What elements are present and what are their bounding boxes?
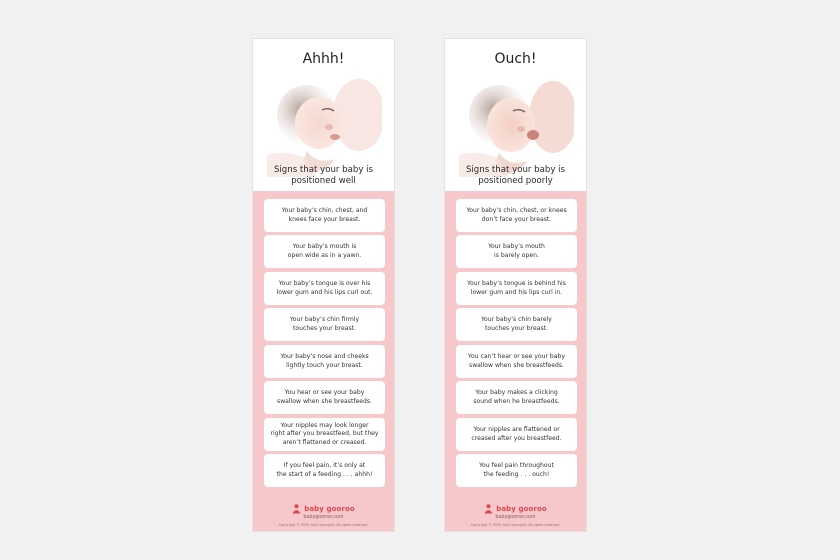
brand-website: babygooroo.com <box>495 515 536 520</box>
sign-item: Your baby’s tongue is behind his lower gum and his lips curl in. <box>456 272 577 305</box>
baby-gooroo-logo-icon <box>484 504 493 514</box>
baby-breastfeeding-illustration <box>459 75 574 177</box>
brand-name: baby gooroo <box>304 505 355 513</box>
sign-item: Your baby’s chin firmly touches your breast. <box>264 308 385 341</box>
brand-logo <box>253 504 394 514</box>
card-subtitle: Signs that your baby is positioned poorly <box>465 165 566 186</box>
brand-logo <box>445 504 586 514</box>
bookmark-card-positioned-well <box>252 38 395 532</box>
card-title: Ahhh! <box>302 51 345 67</box>
sign-item: Your baby’s chin barely touches your breast. <box>456 308 577 341</box>
copyright-notice: Copyright © 2020 Amy Spangler. All rights reserved. <box>278 523 369 527</box>
brand-name: baby gooroo <box>496 505 547 513</box>
sign-item: You feel pain throughout the feeding . . . ouch! <box>456 454 577 487</box>
baby-gooroo-logo-icon <box>292 504 301 514</box>
card-header <box>445 39 586 191</box>
sign-item: Your baby’s mouth is barely open. <box>456 235 577 268</box>
baby-breastfeeding-illustration <box>267 75 382 177</box>
card-header <box>253 39 394 191</box>
sign-item: Your nipples are flattened or creased after you breastfeed. <box>456 418 577 451</box>
bookmark-card-positioned-poorly <box>444 38 587 532</box>
sign-item: Your baby’s tongue is over his lower gum and his lips curl out. <box>264 272 385 305</box>
card-title: Ouch! <box>494 51 537 67</box>
copyright-notice: Copyright © 2020 Amy Spangler. All rights reserved. <box>470 523 561 527</box>
sign-item: If you feel pain, it’s only at the start of a feeding . . . ahhh! <box>264 454 385 487</box>
brand-website: babygooroo.com <box>303 515 344 520</box>
sign-item: Your baby’s chin, chest, or knees don’t face your breast. <box>456 199 577 232</box>
sign-item: Your baby’s chin, chest, and knees face your breast. <box>264 199 385 232</box>
sign-item: Your nipples may look longer right after you breastfeed, but they aren’t flattened or creased. <box>264 418 385 451</box>
sign-item: You hear or see your baby swallow when she breastfeeds. <box>264 381 385 414</box>
sign-item: Your baby’s nose and cheeks lightly touch your breast. <box>264 345 385 378</box>
sign-item: You can’t hear or see your baby swallow when she breastfeeds. <box>456 345 577 378</box>
card-subtitle: Signs that your baby is positioned well <box>273 165 374 186</box>
sign-item: Your baby makes a clicking sound when he breastfeeds. <box>456 381 577 414</box>
sign-item: Your baby’s mouth is open wide as in a yawn. <box>264 235 385 268</box>
